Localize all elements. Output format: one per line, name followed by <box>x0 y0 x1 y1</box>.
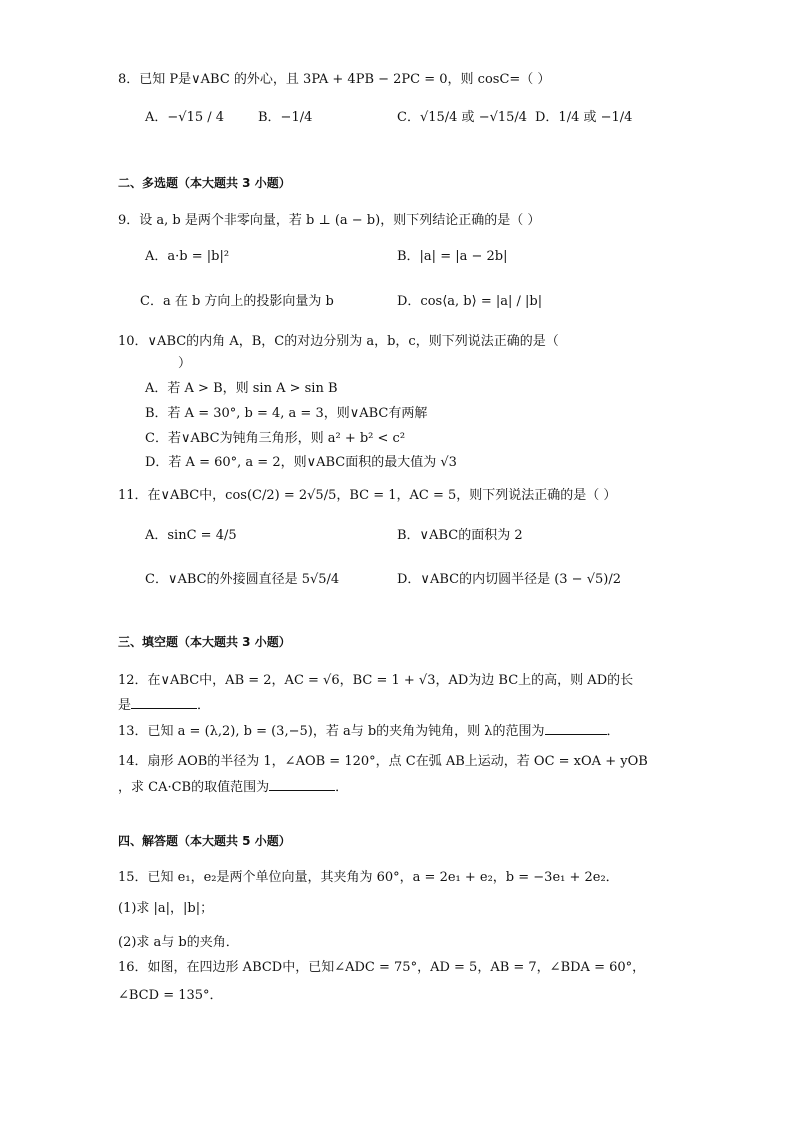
q13-answer-blank <box>545 722 607 735</box>
q8-option-d: D．1/4 或 −1/4 <box>535 110 633 125</box>
q12-answer-blank <box>131 696 197 709</box>
q9-option-a: A．a·b = |b|² <box>145 249 230 264</box>
q10-option-c: C．若∨ABC为钝角三角形，则 a² + b² < c² <box>145 431 406 446</box>
question-15-part-2: (2)求 a与 b的夹角． <box>118 935 239 950</box>
question-13 <box>118 720 620 739</box>
q9-option-b: B．|a| = |a − 2b| <box>397 249 508 264</box>
question-15-stem: 15．已知 e₁，e₂是两个单位向量，其夹角为 60°，a = 2e₁ + e₂，b = −3e₁ + 2e₂． <box>118 870 619 885</box>
question-12-line-2 <box>118 694 210 713</box>
question-11-stem: 11．在∨ABC中，cos(C/2) = 2√5/5，BC = 1，AC = 5，则下列说法正确的是（ ） <box>118 488 617 503</box>
q14-answer-blank <box>269 778 335 791</box>
q13-text: 13．已知 a = (λ,2), b = (3,−5)，若 a与 b的夹角为钝角，则 λ的范围为 <box>118 724 545 739</box>
question-8-stem: 8．已知 P是∨ABC 的外心，且 3PA + 4PB − 2PC = 0，则 cosC=（ ） <box>118 72 551 87</box>
question-15-part-1: (1)求 |a|，|b|； <box>118 901 214 916</box>
q11-option-b: B．∨ABC的面积为 2 <box>397 528 523 543</box>
q11-option-d: D．∨ABC的内切圆半径是 (3 − √5)/2 <box>397 572 621 587</box>
q8-option-c: C．√15/4 或 −√15/4 <box>397 110 528 125</box>
question-10-stem: 10．∨ABC的内角 A，B，C的对边分别为 a，b，c，则下列说法正确的是（ <box>118 334 559 349</box>
question-10-stem-close: ） <box>178 356 192 371</box>
q14-text-suffix: ． <box>335 780 349 795</box>
q12-text-prefix: 是 <box>118 698 132 713</box>
q14-text: ，求 CA·CB的取值范围为 <box>118 780 270 795</box>
q11-option-c: C．∨ABC的外接圆直径是 5√5/4 <box>145 572 340 587</box>
q10-option-d: D．若 A = 60°, a = 2，则∨ABC面积的最大值为 √3 <box>145 455 457 470</box>
q8-option-b: B．−1/4 <box>258 110 313 125</box>
question-12-line-1: 12．在∨ABC中，AB = 2，AC = √6，BC = 1 + √3，AD为边 BC上的高，则 AD的长 <box>118 673 634 688</box>
q10-option-a: A．若 A > B，则 sin A > sin B <box>145 381 338 396</box>
q10-option-b: B．若 A = 30°, b = 4, a = 3，则∨ABC有两解 <box>145 406 428 421</box>
section-heading-fill-in: 三、填空题（本大题共 3 小题） <box>118 635 291 649</box>
question-9-stem: 9．设 a, b 是两个非零向量，若 b ⊥ (a − b)，则下列结论正确的是（ ） <box>118 213 541 228</box>
section-heading-multiple-choice: 二、多选题（本大题共 3 小题） <box>118 176 291 190</box>
question-14-line-1: 14．扇形 AOB的半径为 1，∠AOB = 120°，点 C在弧 AB上运动，若 OC = xOA + yOB <box>118 754 648 769</box>
section-heading-solutions: 四、解答题（本大题共 5 小题） <box>118 834 291 848</box>
q12-text-suffix: ． <box>197 698 211 713</box>
q9-option-c: C．a 在 b 方向上的投影向量为 b <box>140 294 334 309</box>
q8-option-a: A．−√15 / 4 <box>145 110 225 125</box>
q9-option-d: D．cos⟨a, b⟩ = |a| / |b| <box>397 294 543 309</box>
q13-text-suffix: ． <box>606 724 620 739</box>
question-14-line-2 <box>118 776 348 795</box>
question-16-line-2: ∠BCD = 135°． <box>118 988 223 1003</box>
question-16-line-1: 16．如图，在四边形 ABCD中，已知∠ADC = 75°，AD = 5，AB = 7，∠BDA = 60°， <box>118 960 646 975</box>
q11-option-a: A．sinC = 4/5 <box>145 528 237 543</box>
